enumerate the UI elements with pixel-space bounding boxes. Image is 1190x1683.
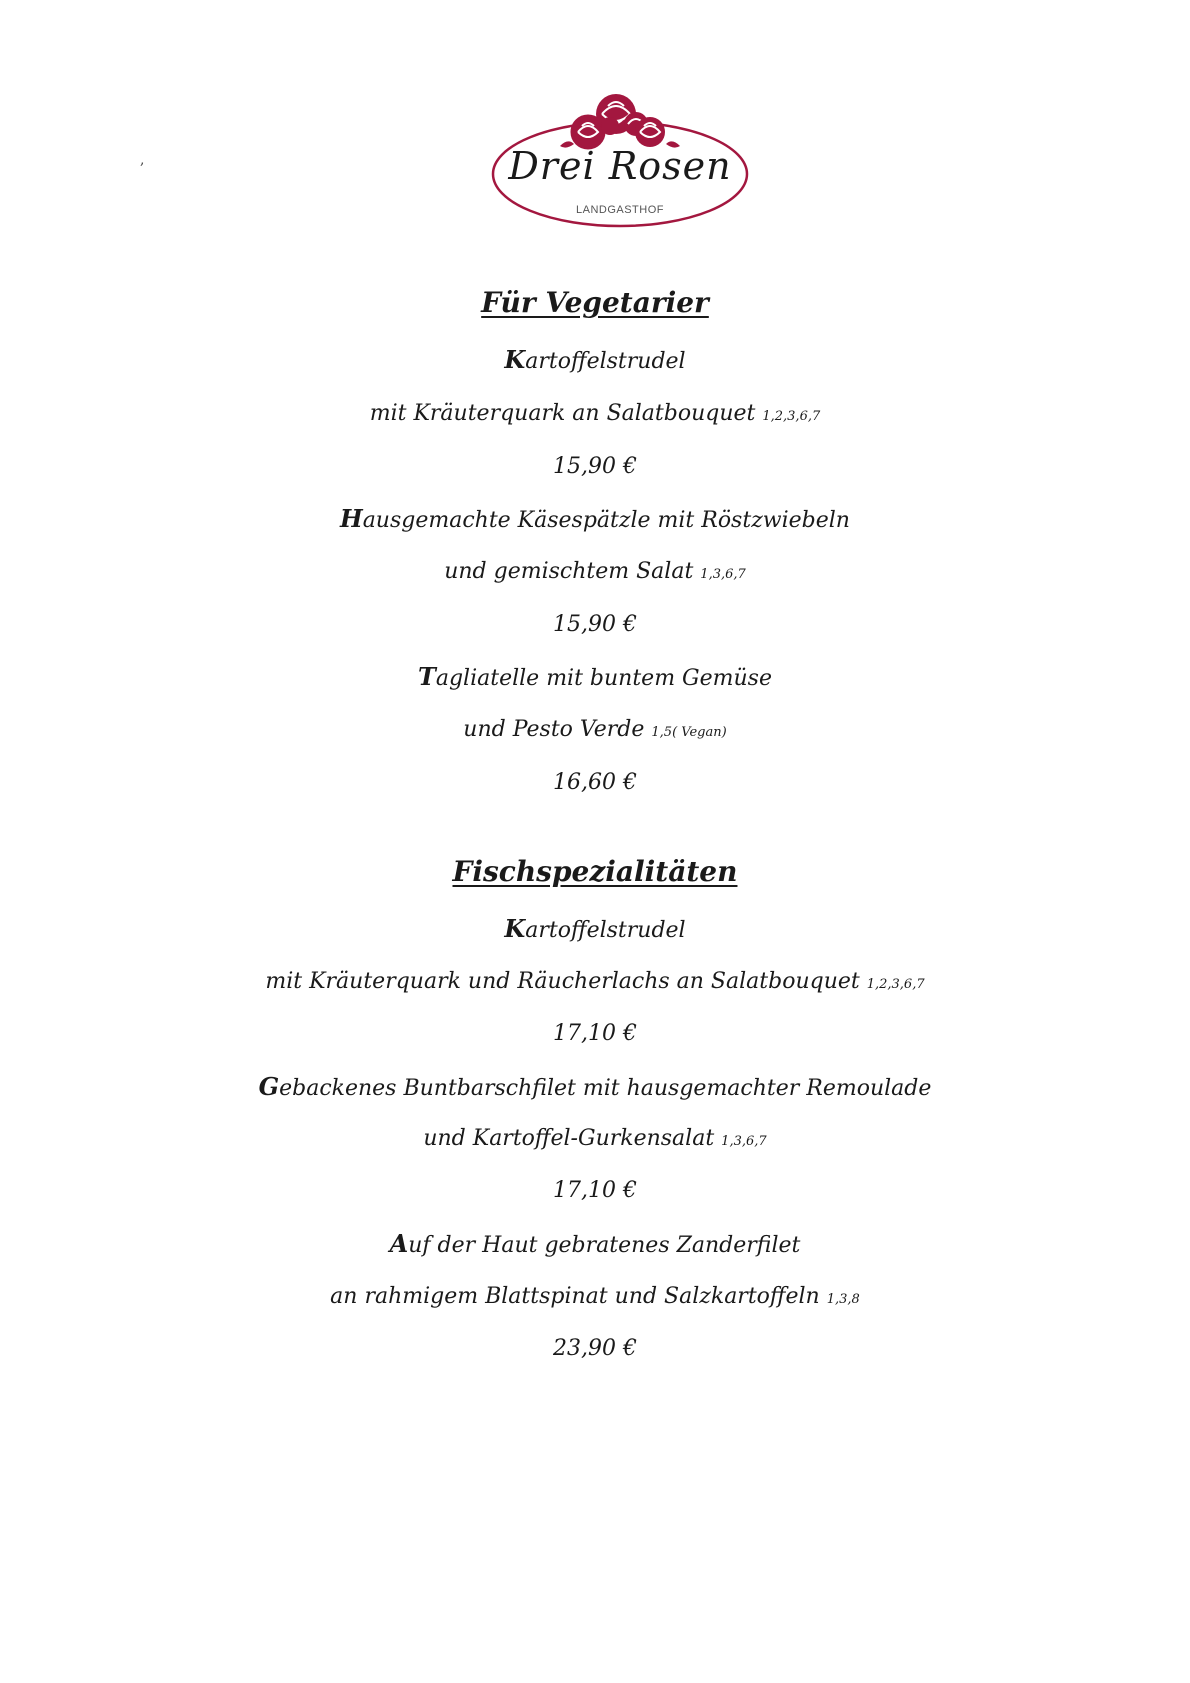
dish-name: Gebackenes Buntbarschfilet mit hausgemachter Remoulade [258,1072,932,1101]
dish-description: mit Kräuterquark an Salatbouquet 1,2,3,6,7 [369,401,821,426]
dish-description: mit Kräuterquark und Räucherlachs an Salatbouquet 1,2,3,6,7 [265,969,925,994]
dish-description: und gemischtem Salat 1,3,6,7 [444,559,746,584]
dish-name: Tagliatelle mit buntem Gemüse [418,662,772,691]
dish-price: 15,90 € [553,454,637,479]
allergen-codes: 1,2,3,6,7 [762,409,821,424]
dish-price: 17,10 € [553,1178,637,1203]
dish-description: und Kartoffel-Gurkensalat 1,3,6,7 [423,1126,767,1151]
dish-name: Kartoffelstrudel [504,914,686,943]
section-heading-vegetarian: Für Vegetarier [481,286,709,319]
dish-name: Kartoffelstrudel [504,345,686,374]
dish-price: 16,60 € [553,770,637,795]
logo-name: Drei Rosen [508,144,732,188]
restaurant-logo [490,92,750,237]
rose-icon-right [635,117,665,147]
section-heading-fish: Fischspezialitäten [452,855,738,888]
allergen-codes: 1,2,3,6,7 [866,977,925,992]
allergen-codes: 1,3,6,7 [721,1134,767,1149]
dish-description: an rahmigem Blattspinat und Salzkartoffeln 1,3,8 [330,1284,860,1309]
allergen-codes: 1,3,6,7 [700,567,746,582]
dish-name: Hausgemachte Käsespätzle mit Röstzwiebeln [340,504,850,533]
allergen-codes: 1,3,8 [826,1292,860,1307]
dish-price: 17,10 € [553,1021,637,1046]
dish-price: 23,90 € [553,1336,637,1361]
stray-comma-mark: , [140,152,145,168]
logo-subtitle: LANDGASTHOF [575,204,664,216]
dish-price: 15,90 € [553,612,637,637]
dish-description: und Pesto Verde 1,5( Vegan) [463,717,727,742]
dish-name: Auf der Haut gebratenes Zanderfilet [389,1229,801,1258]
allergen-codes: 1,5( Vegan) [651,725,727,740]
